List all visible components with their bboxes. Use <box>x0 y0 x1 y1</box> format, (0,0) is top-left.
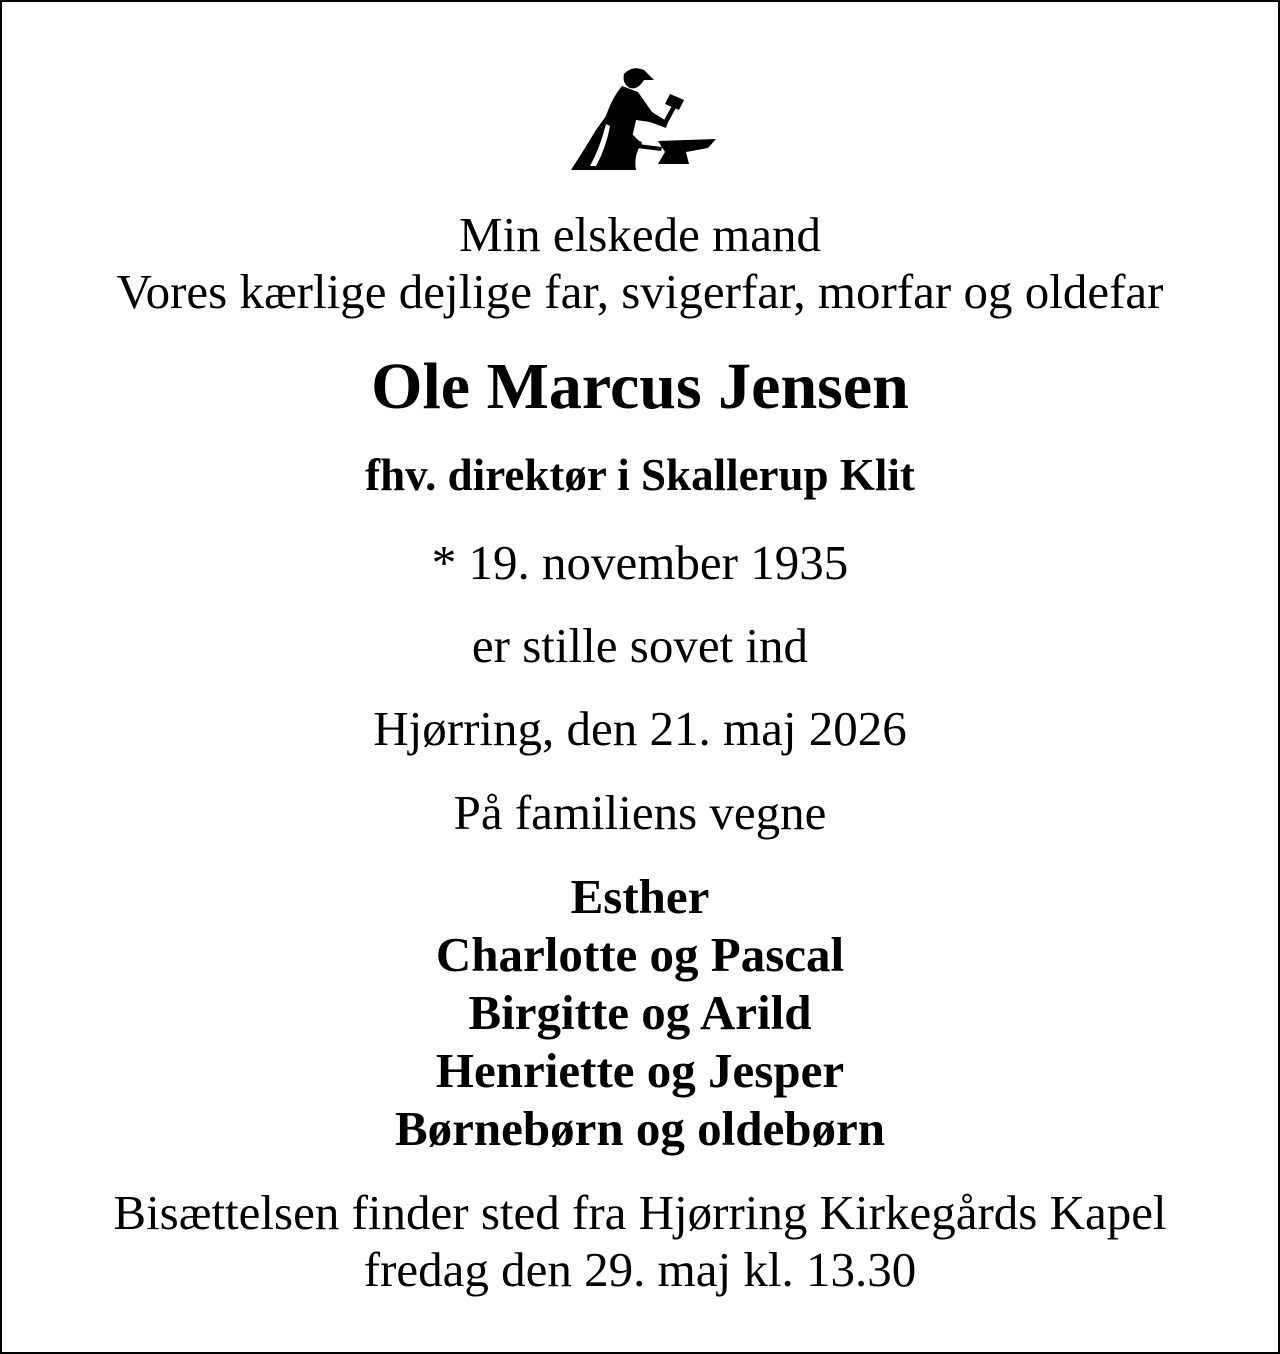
family-member: Børnebørn og oldebørn <box>394 1101 886 1156</box>
birth-date: * 19. november 1935 <box>431 535 849 590</box>
place-and-date: Hjørring, den 21. maj 2026 <box>373 701 907 756</box>
intro-line-2: Vores kærlige dejlige far, svigerfar, morfar og oldefar <box>116 264 1164 319</box>
family-member: Esther <box>570 869 710 924</box>
intro-line-1: Min elskede mand <box>459 207 821 262</box>
passing-text: er stille sovet ind <box>471 618 809 673</box>
deceased-name: Ole Marcus Jensen <box>371 350 909 423</box>
funeral-time: fredag den 29. maj kl. 13.30 <box>363 1242 917 1297</box>
family-member: Charlotte og Pascal <box>435 927 845 982</box>
funeral-location: Bisættelsen finder sted fra Hjørring Kirkegårds Kapel <box>113 1185 1167 1240</box>
family-member: Birgitte og Arild <box>468 985 812 1040</box>
on-behalf-text: På familiens vegne <box>453 785 827 840</box>
occupation: fhv. direktør i Skallerup Klit <box>365 450 915 500</box>
family-member: Henriette og Jesper <box>435 1043 845 1098</box>
blacksmith-at-anvil-icon <box>566 64 722 174</box>
